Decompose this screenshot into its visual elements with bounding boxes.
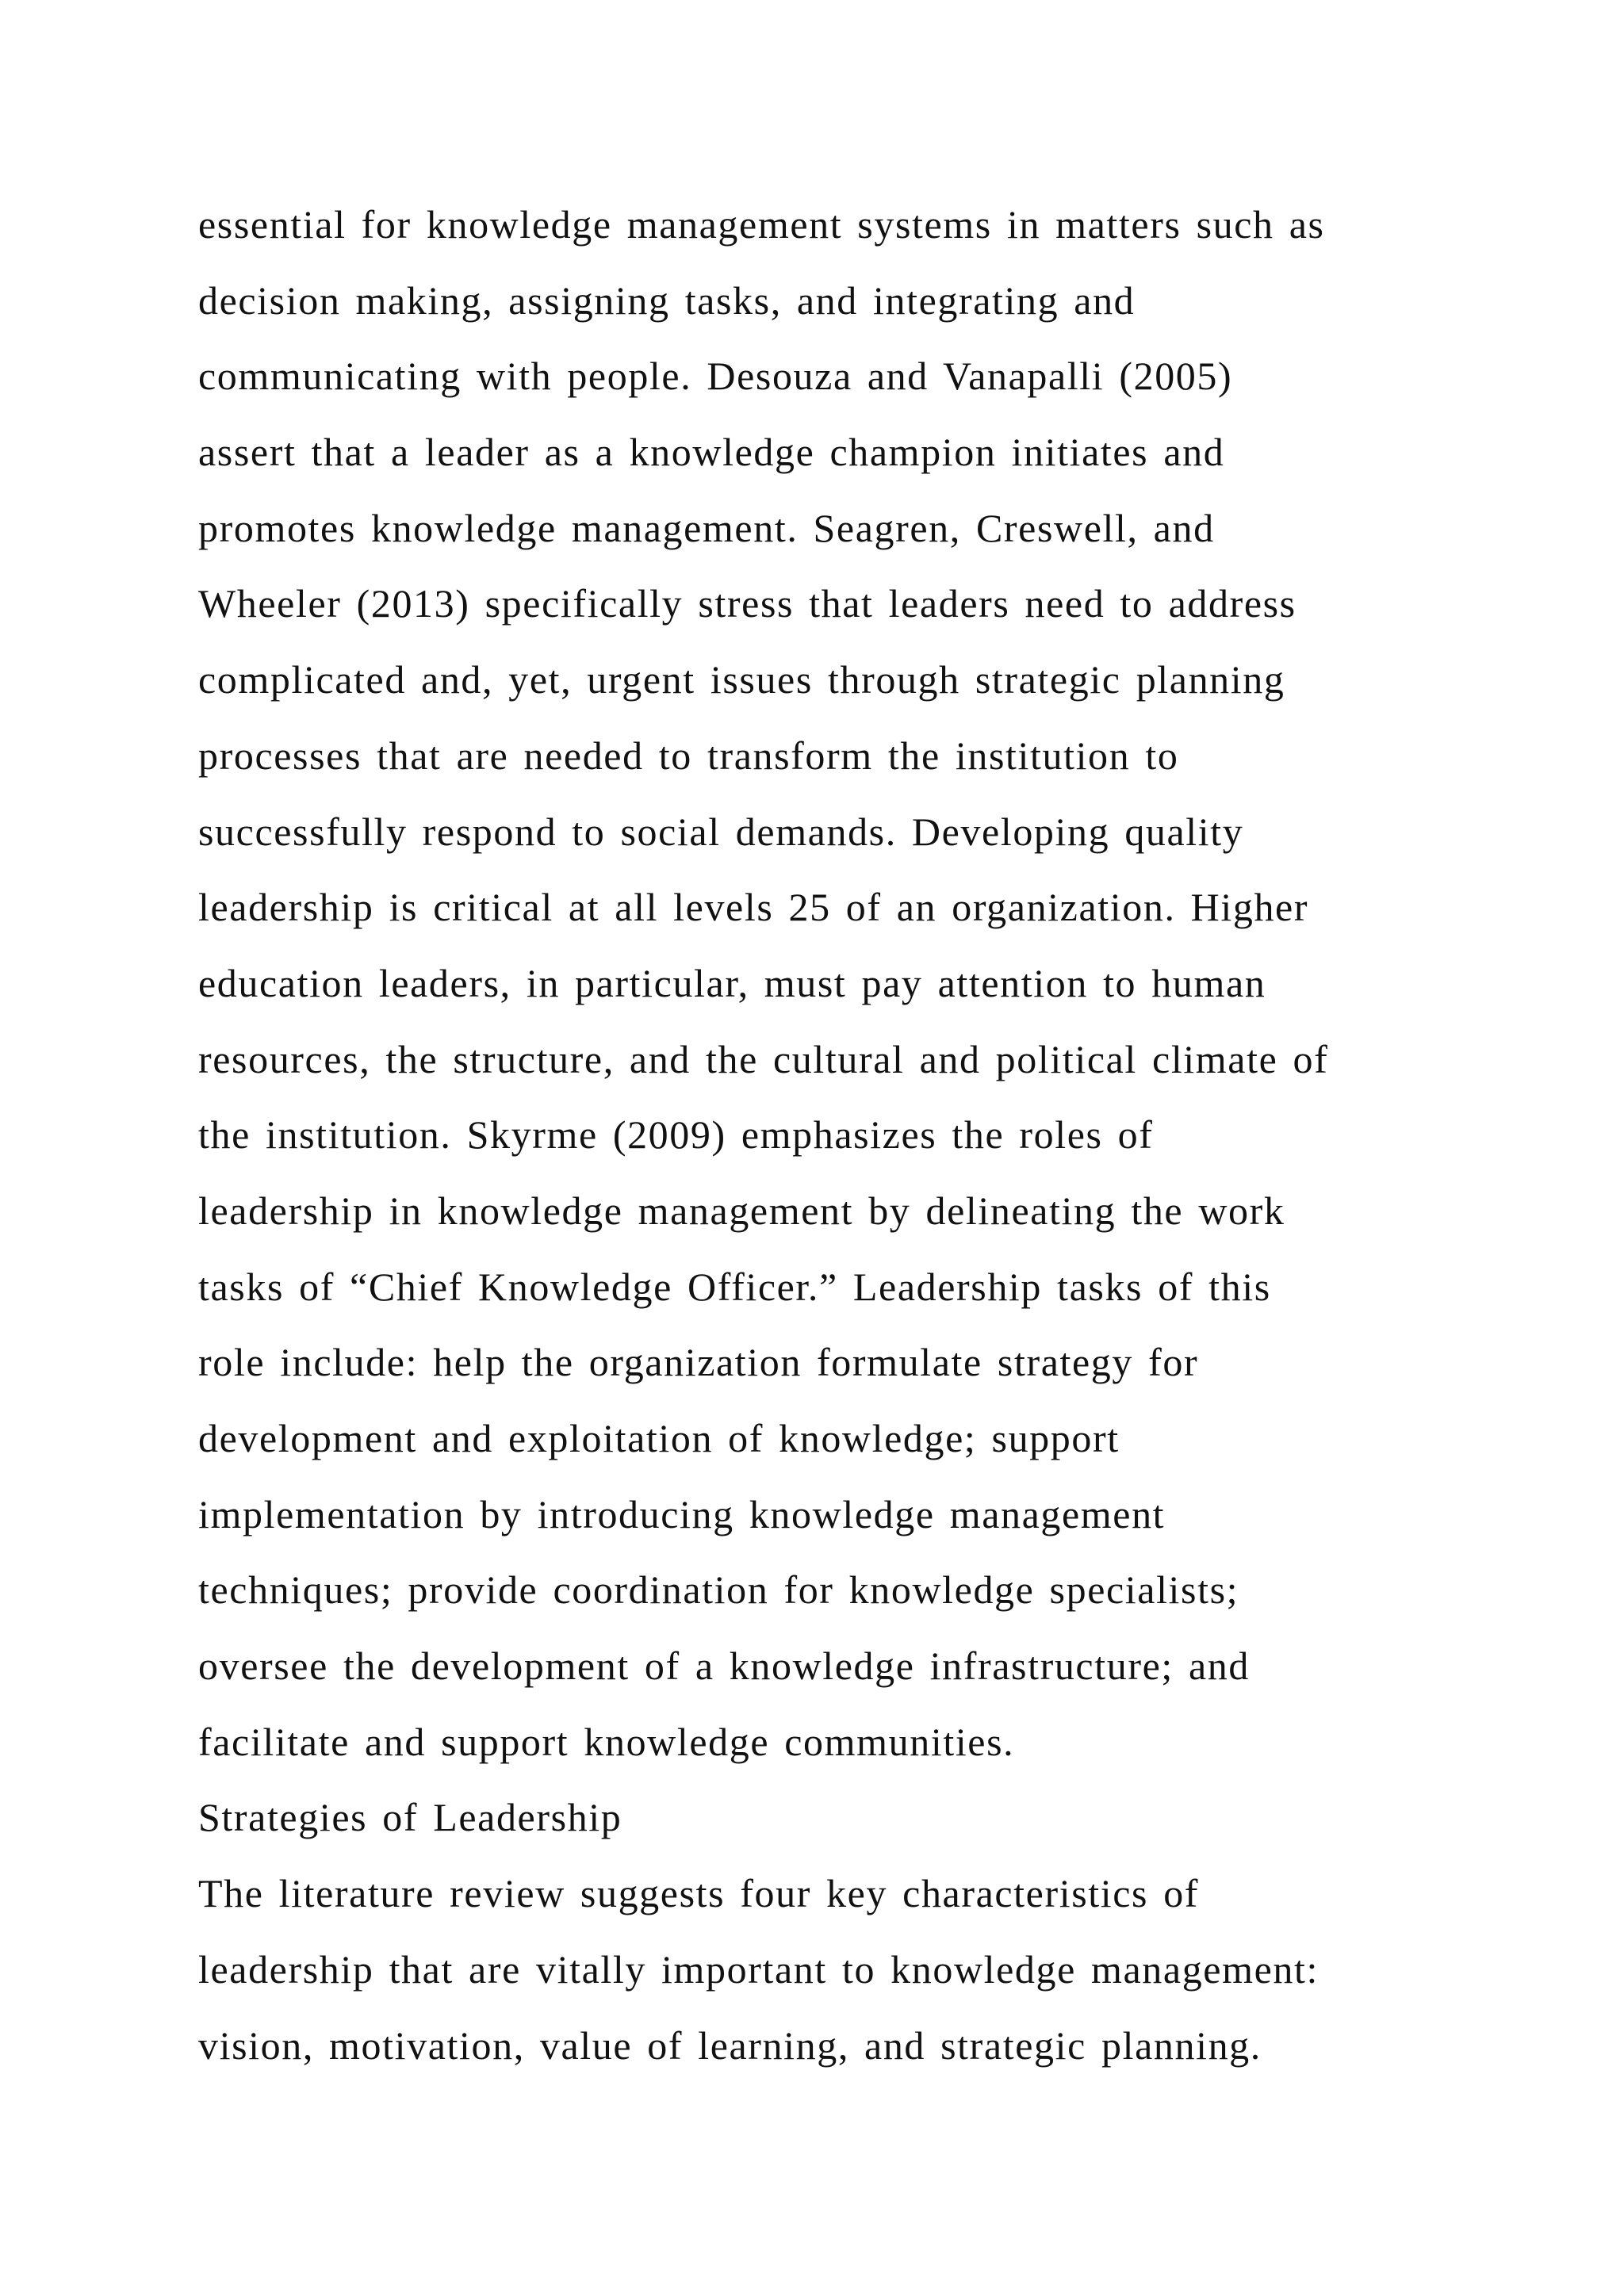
text-line-14: leadership in knowledge management by delineating the work (198, 1188, 1285, 1233)
text-line-4: assert that a leader as a knowledge champion initiates and (198, 430, 1225, 475)
text-line-19: techniques; provide coordination for knowledge specialists; (198, 1567, 1239, 1613)
text-line-7: complicated and, yet, urgent issues through strategic planning (198, 657, 1285, 702)
text-line-20: oversee the development of a knowledge infrastructure; and (198, 1644, 1250, 1689)
text-line-8: processes that are needed to transform the institution to (198, 733, 1179, 778)
text-line-15: tasks of “Chief Knowledge Officer.” Leadership tasks of this (198, 1264, 1271, 1309)
text-line-23: The literature review suggests four key characteristics of (198, 1871, 1200, 1916)
section-heading: Strategies of Leadership (198, 1795, 622, 1840)
text-line-2: decision making, assigning tasks, and integrating and (198, 277, 1136, 323)
body-text (198, 187, 1467, 2084)
text-line-21: facilitate and support knowledge communities. (198, 1719, 1015, 1764)
text-line-16: role include: help the organization formulate strategy for (198, 1340, 1199, 1385)
text-line-24: leadership that are vitally important to knowledge management: (198, 1946, 1319, 1992)
text-line-25: vision, motivation, value of learning, and strategic planning. (198, 2022, 1262, 2068)
text-line-3: communicating with people. Desouza and Vanapalli (2005) (198, 354, 1233, 399)
text-line-1: essential for knowledge management systems in matters such as (198, 202, 1325, 247)
text-line-11: education leaders, in particular, must pay attention to human (198, 960, 1266, 1005)
text-line-5: promotes knowledge management. Seagren, Creswell, and (198, 505, 1215, 550)
text-line-9: successfully respond to social demands. Developing quality (198, 809, 1244, 854)
text-line-13: the institution. Skyrme (2009) emphasizes the roles of (198, 1112, 1154, 1158)
text-line-6: Wheeler (2013) specifically stress that leaders need to address (198, 581, 1297, 626)
text-line-17: development and exploitation of knowledge; support (198, 1416, 1120, 1460)
text-line-12: resources, the structure, and the cultural and political climate of (198, 1036, 1329, 1081)
text-line-18: implementation by introducing knowledge management (198, 1491, 1166, 1536)
text-line-10: leadership is critical at all levels 25 of an organization. Higher (198, 885, 1309, 930)
